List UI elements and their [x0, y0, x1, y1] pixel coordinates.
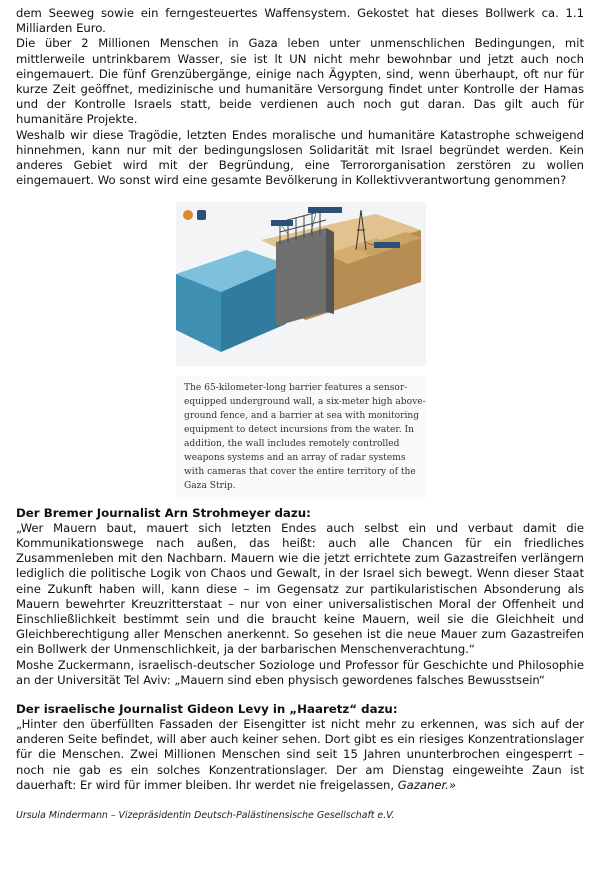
quote-strohmeyer: „Wer Mauern baut, mauert sich letzten Endes auch selbst ein und verbaut damit die Kommunikationswege nach außen, das heißt: auch alle Chancen für ein friedliches Zusammenleben mit den Nachbarn. Mauern wie die jetzt errichtete zum Gazastreifen verlängern lediglich die politische Logik von Chaos und Gewalt, in der Israel sich bewegt. Wenn dieser Staat eine Zukunft haben will, kann diese – im Gegensatz zur partikularistischen Absonderung als Mauern bewehrter Kreuzritterstaat – nur von einer universalistischen Moral der Offenheit und Einschließlichkeit bestimmt sein und die braucht keine Mauern, weil sie die Gleichheit und Gleichberechtigung aller Menschen anerkennt. So gesehen ist die neue Mauer zum Gazastreifen ein Bollwerk der Unmenschlichkeit, ja der barbarischen Menschenverachtung.“ [16, 520, 584, 657]
intro-paragraph-3: Weshalb wir diese Tragödie, letzten Endes moralische und humanitäre Katastrophe schweigend hinnehmen, kann nur mit der bedingungslosen Solidarität mit Israel begründet werden. Kein anderes Gebiet wird mit der Begründung, eine Terrororganisation zerstören zu wollen eingemauert. Wo sonst wird eine gesamte Bevölkerung in Kollektivverantwortung genommen? [16, 127, 584, 188]
barrier-figure [176, 202, 440, 499]
intro-paragraph-1: dem Seeweg sowie ein ferngesteuertes Waffensystem. Gekostet hat dieses Bollwerk ca. 1.1 Milliarden Euro. [16, 6, 584, 36]
section-heading-levy: Der israelische Journalist Gideon Levy in „Haaretz“ dazu: [16, 701, 398, 716]
document-page [16, 6, 584, 831]
section-levy [16, 702, 584, 793]
quote-levy [16, 717, 584, 793]
section-strohmeyer [16, 506, 584, 688]
barrier-diagram-graphic [176, 202, 426, 366]
footer-signature: Ursula Mindermann – Vizepräsidentin Deutsch-Palästinensische Gesellschaft e.V. [16, 809, 395, 821]
figure-caption-text: The 65-kilometer-long barrier features a sensor-equipped underground wall, a six-meter high above-ground fence, and a barrier at sea with monitoring equipment to detect incursions from the water. In addition, the wall includes remotely controlled weapons systems and an array of radar systems with cameras that cover the entire territory of the Gaza Strip. [184, 383, 426, 491]
intro-paragraph-2: Die über 2 Millionen Menschen in Gaza leben unter unmenschlichen Bedingungen, mit mittlerweile untrinkbarem Wasser, sie ist lt UN nicht mehr bewohnbar und jetzt auch noch eingemauert. Die fünf Grenzübergänge, einige nach Ägypten, sind, wenn überhaupt, oft nur für kurze Zeit geöffnet, medizinische und humanitäre Versorgung findet unter Kontrolle der Hamas und der Kontrolle Israels statt, beide verdienen auch noch gut daran. Das gilt auch für humanitäre Projekte. [16, 36, 584, 127]
figure-caption [176, 376, 426, 499]
barrier-illustration [176, 202, 426, 366]
attribution-zuckermann: Moshe Zuckermann, israelisch-deutscher Soziologe und Professor für Geschichte und Philosophie an der Universität Tel Aviv: „Mauern sind eben physisch gewordenes falsches Bewusstsein“ [16, 657, 584, 687]
section-heading-strohmeyer: Der Bremer Journalist Arn Strohmeyer dazu: [16, 505, 311, 520]
quote-levy-main: „Hinter den überfüllten Fassaden der Eisengitter ist nicht mehr zu erkennen, was sich auf der anderen Seite befindet, will aber auch keiner sehen. Dort gibt es ein riesiges Konzentrationslager für die Menschen. Zwei Millionen Menschen sind seit 15 Jahren ununterbrochen eingesperrt – noch nie gab es ein solches Konzentrationslager. Der am Dienstag eingeweihte Zaun ist dauerhaft: Er wird für immer bleiben. Ihr werdet nie freigelassen, [16, 716, 584, 792]
quote-levy-italic: Gazaner.» [397, 777, 457, 792]
